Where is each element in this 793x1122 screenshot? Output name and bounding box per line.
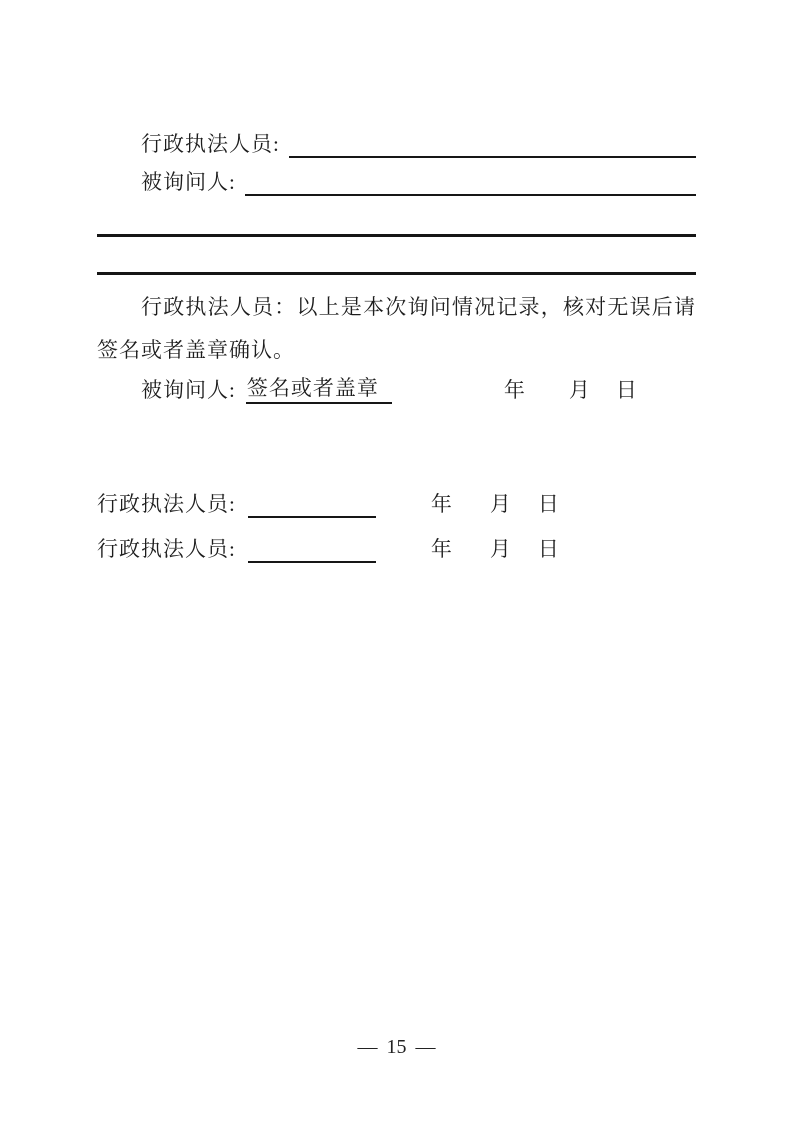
enforcer-name-field-row xyxy=(141,130,696,158)
year-label: 年 xyxy=(503,378,525,402)
month-label: 月 xyxy=(489,492,511,516)
month-label: 月 xyxy=(489,537,511,561)
page-footer xyxy=(0,1036,793,1059)
day-label: 日 xyxy=(615,378,637,402)
interviewee-signature-row xyxy=(141,376,637,404)
closing-statement-paragraph: 行政执法人员：以上是本次询问情况记录，核对无误后请签名或者盖章确认。 xyxy=(97,295,696,362)
day-label: 日 xyxy=(537,492,559,516)
enforcer-name-blank-line xyxy=(289,130,696,158)
record-blank-line xyxy=(97,234,696,237)
footer-dash: — xyxy=(357,1036,378,1058)
year-label: 年 xyxy=(430,537,452,561)
enforcer-signature-blank-line xyxy=(248,535,376,563)
month-label: 月 xyxy=(568,378,590,402)
enforcer-signature-blank-line xyxy=(248,490,376,518)
interviewee-signature-label: 被询问人: xyxy=(141,378,236,402)
page-number: 15 xyxy=(386,1036,407,1058)
enforcer-signature-row xyxy=(97,490,559,518)
enforcer-name-label: 行政执法人员: xyxy=(141,132,280,156)
interviewee-name-blank-line xyxy=(245,168,696,196)
year-label: 年 xyxy=(430,492,452,516)
footer-dash: — xyxy=(415,1036,436,1058)
enforcer-signature-row xyxy=(97,535,559,563)
interviewee-name-label: 被询问人: xyxy=(141,170,236,194)
enforcer-signature-label: 行政执法人员: xyxy=(97,537,236,561)
day-label: 日 xyxy=(537,537,559,561)
enforcer-signature-label: 行政执法人员: xyxy=(97,492,236,516)
signature-or-seal-placeholder: 签名或者盖章 xyxy=(246,376,392,404)
record-blank-line xyxy=(97,272,696,275)
interviewee-name-field-row xyxy=(141,168,696,196)
